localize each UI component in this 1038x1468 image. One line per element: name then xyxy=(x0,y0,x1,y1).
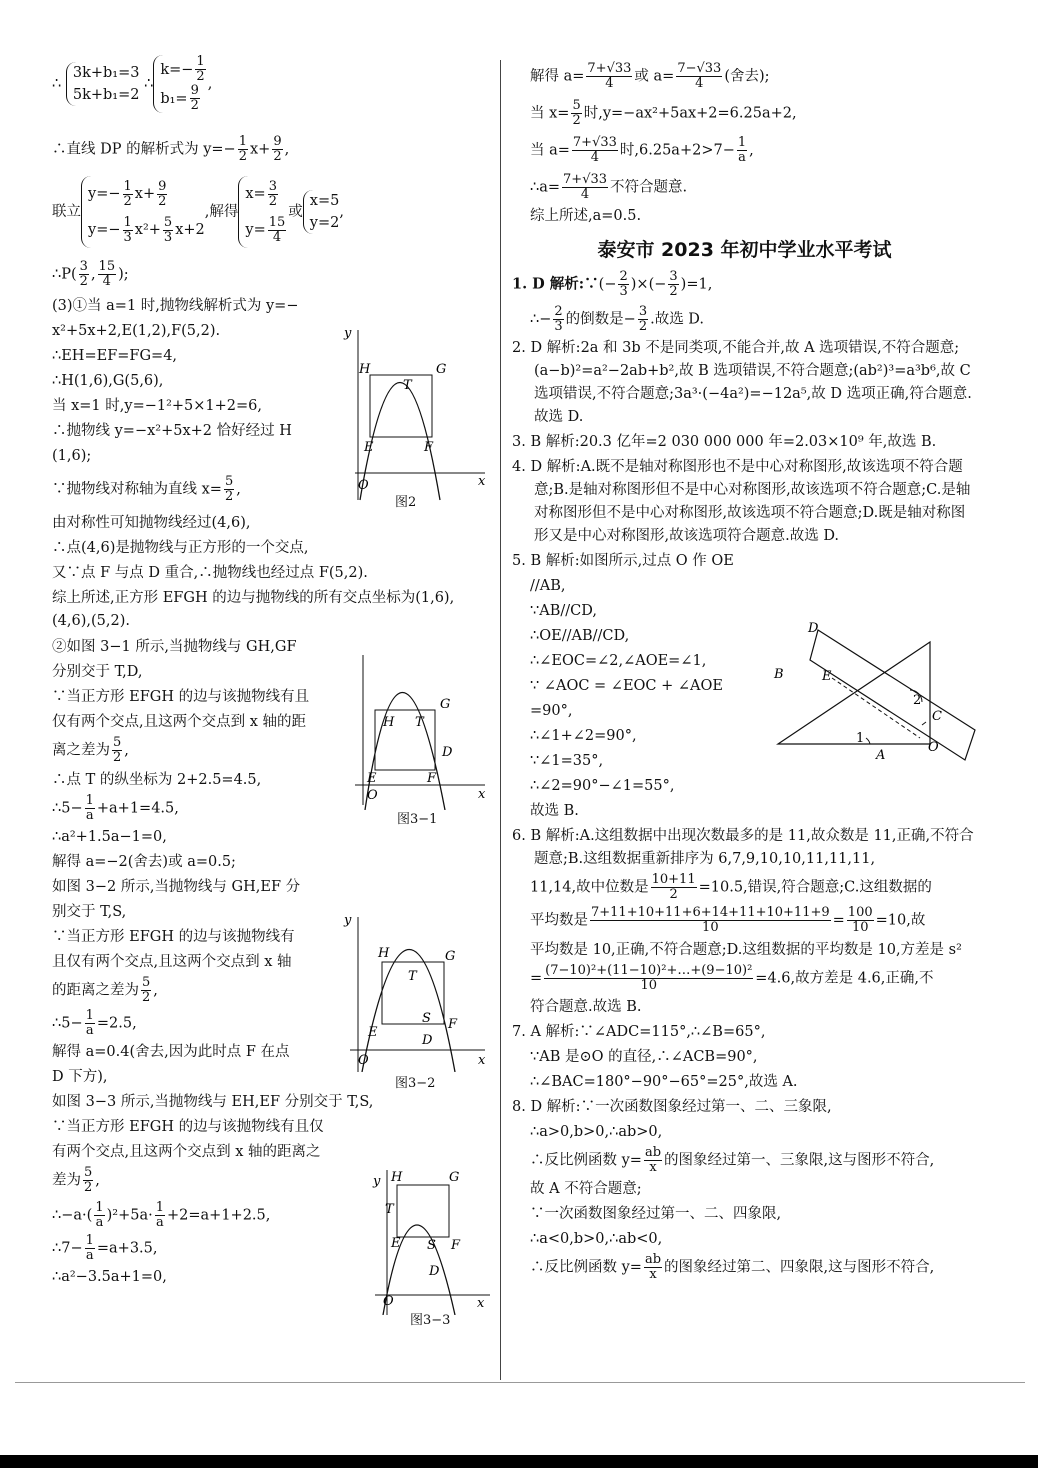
q7-answer: 7. A 解析:∵∠ADC=115°,∴∠B=65°, xyxy=(512,1024,766,1040)
svg-text:C: C xyxy=(932,709,942,724)
text-line: 故 A 不符合题意; xyxy=(530,1181,642,1197)
svg-text:D: D xyxy=(442,745,453,760)
when-a: 当 a= $\frac{7+√33}{4}$ 时,6.25a+2>7− $\frac{1}{a}$ , xyxy=(530,135,754,165)
text-line: 解得 a=−2(舍去)或 a=0.5; xyxy=(52,854,236,870)
text-line: =90°, xyxy=(530,703,573,719)
text-line: ∴∠1+∠2=90°, xyxy=(530,728,637,744)
figure-3-1 xyxy=(345,650,495,827)
figure-caption: 图2 xyxy=(395,495,417,510)
svg-text:E: E xyxy=(364,440,374,455)
case-31-block xyxy=(52,636,352,1088)
text-line: 5. B 解析:如图所示,过点 O 作 OE xyxy=(512,553,734,569)
part3-block xyxy=(52,295,342,504)
svg-text:O: O xyxy=(358,478,369,493)
text-line: 又∵点 F 与点 D 重合,∴抛物线也经过点 F(5,2). xyxy=(52,565,368,581)
text-line: ∴a<0,b>0,∴ab<0, xyxy=(530,1231,663,1247)
q6-median: 11,14,故中位数是 $\frac{10+11}{2}$ =10.5,错误,符合题意;C.这组数据的 xyxy=(530,872,932,902)
when-x: 当 x= $\frac{5}{2}$ 时,y=−ax²+5ax+2=6.25a+2, xyxy=(530,98,797,128)
text-line: ②如图 3−1 所示,当抛物线与 GH,GF xyxy=(52,639,297,655)
figure-2 xyxy=(340,325,490,510)
comma: , xyxy=(207,76,213,92)
text-line: x²+5x+2,E(1,2),F(5,2). xyxy=(52,323,221,339)
text-line: D 下方), xyxy=(52,1069,108,1085)
text-line: ∴a>0,b>0,∴ab>0, xyxy=(530,1124,663,1140)
text-line: 由对称性可知抛物线经过(4,6), xyxy=(52,515,251,531)
text-line: 如图 3−3 所示,当抛物线与 EH,EF 分别交于 T,S, xyxy=(52,1094,374,1110)
svg-text:T: T xyxy=(415,715,424,730)
svg-text:F: F xyxy=(448,1017,458,1032)
q3-answer: 3. B 解析:20.3 亿年=2 030 000 000 年=2.03×10⁹ 年,故选 B. xyxy=(512,434,937,450)
svg-text:S: S xyxy=(427,1238,436,1253)
figure-caption: 图3−1 xyxy=(397,812,438,827)
q6-end: 符合题意.故选 B. xyxy=(530,999,642,1015)
svg-text:y: y xyxy=(344,326,352,341)
text-line: ∴∠2=90°−∠1=55°, xyxy=(530,778,675,794)
k-value: k=− $\frac{1}{2}$ xyxy=(160,54,205,84)
text-line: ∴5− $\frac{1}{a}$ =2.5, xyxy=(52,1008,137,1038)
text-line: ∴7− $\frac{1}{a}$ =a+3.5, xyxy=(52,1233,158,1263)
text-line: ∴点(4,6)是抛物线与正方形的一个交点, xyxy=(52,540,309,556)
svg-text:x: x xyxy=(478,787,486,802)
q6-answer: 6. B 解析:A.这组数据中出现次数最多的是 11,故众数是 11,正确,不符合题意;B.这组数据重新排序为 6,7,9,10,10,11,11,11, xyxy=(512,828,974,867)
text-line: 离之差为 $\frac{5}{2}$ , xyxy=(52,735,129,765)
figure-caption: 图3−3 xyxy=(410,1313,451,1328)
text-line: ∴a²+1.5a−1=0, xyxy=(52,829,167,845)
svg-text:E: E xyxy=(368,1025,378,1040)
text-line: 仅有两个交点,且这两个交点到 x 轴的距 xyxy=(52,714,307,730)
text-line: ∴−a·( $\frac{1}{a}$ )²+5a· $\frac{1}{a}$ +2=a+1+2.5, xyxy=(52,1200,271,1230)
svg-text:F: F xyxy=(451,1238,461,1253)
triangle xyxy=(778,642,930,744)
q1-line2: ∴− $\frac{2}{3}$ 的倒数是− $\frac{3}{2}$ .故选 D. xyxy=(530,304,705,334)
svg-text:O: O xyxy=(928,740,939,755)
svg-text:A: A xyxy=(876,748,886,763)
text-line: ∴H(1,6),G(5,6), xyxy=(52,373,164,389)
svg-text:x: x xyxy=(477,1296,485,1311)
text-line: ∵当正方形 EFGH 的边与该抛物线有且仅 xyxy=(52,1119,324,1135)
strip xyxy=(810,630,975,760)
exam-title: 泰安市 2023 年初中学业水平考试 xyxy=(597,239,892,261)
text-line: ∵ ∠AOC = ∠EOC + ∠AOE xyxy=(530,678,723,694)
q6-variance2: = $\frac{\text{(7−10)²+(11−10)²+…+(9−10)²}}{10}$ =4.6,故方差是 4.6,正确,不 xyxy=(530,963,934,993)
bottom-rule xyxy=(15,1382,1025,1383)
svg-text:y: y xyxy=(373,1174,381,1189)
text-line: ∴5− $\frac{1}{a}$ +a+1=4.5, xyxy=(52,793,179,823)
simultaneous-system: 联立y=− $\frac{1}{2}$ x+ $\frac{9}{2}$ y=− $\frac{1}{3}$ x²+ $\frac{5}{3}$ x+2,解得x= $\frac{3}{2}$ y= $\frac{15}{4}$ 或x=5 y=2, xyxy=(52,176,492,252)
right-angle-mark xyxy=(922,722,926,725)
conclusion: 综上所述,a=0.5. xyxy=(530,208,642,224)
text-line: 如图 3−2 所示,当抛物线与 GH,EF 分 xyxy=(52,879,301,895)
q4-answer: 4. D 解析:A.既不是轴对称图形也不是中心对称图形,故该选项不符合题意;B.是轴对称图形但不是中心对称图形,故该选项不符合题意;C.是轴对称图形但不是中心对称图形,故该选项不符合题意;D.既是轴对称图形又是中心对称图形,故该选项符合题意.故选 D. xyxy=(512,459,971,544)
text-line: ∴∠EOC=∠2,∠AOE=∠1, xyxy=(530,653,707,669)
svg-text:G: G xyxy=(436,362,447,377)
q6-mean: 平均数是 $\frac{7+11+10+11+6+14+11+10+11+9}{10}$ = $\frac{100}{10}$ =10,故 xyxy=(530,905,926,935)
q6-variance: 平均数是 10,正确,不符合题意;D.这组数据的平均数是 10,方差是 s² xyxy=(530,942,962,958)
svg-text:F: F xyxy=(424,440,434,455)
svg-text:O: O xyxy=(383,1294,394,1309)
text-line: ∴EH=EF=FG=4, xyxy=(52,348,178,364)
figure-3-2 xyxy=(340,912,490,1091)
text-line: //AB, xyxy=(530,578,566,594)
svg-text:F: F xyxy=(427,771,437,786)
text-line: ∵AB//CD, xyxy=(530,603,597,619)
svg-text:S: S xyxy=(422,1011,431,1026)
line-dp: ∴直线 DP 的解析式为 y=− $\frac{1}{2}$ x+ $\frac{9}{2}$ , xyxy=(52,134,290,164)
text-line: 且仅有两个交点,且这两个交点到 x 轴 xyxy=(52,954,292,970)
not-valid: ∴a= $\frac{7+√33}{4}$ 不符合题意. xyxy=(530,172,688,202)
therefore: ∴ xyxy=(52,76,62,92)
text-line: ∵当正方形 EFGH 的边与该抛物线有且 xyxy=(52,689,310,705)
svg-text:x: x xyxy=(478,474,486,489)
q1-line: 1. D 解析:∵(− $\frac{2}{3}$ )×(− $\frac{3}{2}$ )=1, xyxy=(512,269,713,299)
text-line: 综上所述,正方形 EFGH 的边与抛物线的所有交点坐标为(1,6),(4,6),(5,2). xyxy=(52,590,455,629)
svg-text:D: D xyxy=(422,1033,433,1048)
b1-value: b₁= $\frac{9}{2}$ xyxy=(160,83,199,113)
text-line: ∴∠BAC=180°−90°−65°=25°,故选 A. xyxy=(530,1074,798,1090)
axis-line: ∵抛物线对称轴为直线 x= $\frac{5}{2}$ , xyxy=(52,474,241,504)
text-line: ∴OE//AB//CD, xyxy=(530,628,630,644)
text-line: (3)①当 a=1 时,抛物线解析式为 y=− xyxy=(52,298,299,314)
text-line: 差为 $\frac{5}{2}$ , xyxy=(52,1165,100,1195)
svg-text:H: H xyxy=(383,715,395,730)
text-line: ∴a²−3.5a+1=0, xyxy=(52,1269,167,1285)
text-line: ∴点 T 的纵坐标为 2+2.5=4.5, xyxy=(52,772,262,788)
text-line: ∴抛物线 y=−x²+5x+2 恰好经过 H xyxy=(52,423,292,439)
svg-text:1: 1 xyxy=(856,731,865,746)
square-efgh xyxy=(397,1185,449,1237)
svg-text:E: E xyxy=(391,1236,401,1251)
text-line: 别交于 T,S, xyxy=(52,904,127,920)
svg-text:2: 2 xyxy=(913,693,922,708)
text-line: 故选 B. xyxy=(530,803,579,819)
svg-text:y: y xyxy=(344,913,352,928)
svg-text:H: H xyxy=(378,946,390,961)
brace-system xyxy=(66,62,140,106)
text-line: ∵一次函数图象经过第一、二、四象限, xyxy=(530,1206,782,1222)
text-line: 当 x=1 时,y=−1²+5×1+2=6, xyxy=(52,398,263,414)
eq1: 3k+b₁=3 xyxy=(72,65,140,81)
angle-1-arc xyxy=(866,738,870,744)
text-line: ∵∠1=35°, xyxy=(530,753,604,769)
svg-text:x: x xyxy=(478,1053,486,1068)
part3-cont xyxy=(52,512,492,633)
svg-text:G: G xyxy=(449,1170,460,1185)
svg-text:E: E xyxy=(822,669,832,684)
brace-solution xyxy=(153,55,207,113)
svg-text:G: G xyxy=(445,949,456,964)
text-line: ∴反比例函数 y= $\frac{ab}{x}$ 的图象经过第一、三象限,这与图形不符合, xyxy=(530,1145,935,1175)
text-line: 分别交于 T,D, xyxy=(52,664,143,680)
point-p: ∴P( $\frac{3}{2}$ , $\frac{15}{4}$ ); xyxy=(52,259,129,289)
text-line: (1,6); xyxy=(52,448,92,464)
scan-edge-bar xyxy=(0,1455,1038,1468)
svg-text:D: D xyxy=(808,621,819,636)
text-line: 解得 a=0.4(舍去,因为此时点 F 在点 xyxy=(52,1044,290,1060)
system-k-b xyxy=(52,55,492,121)
square-efgh xyxy=(370,375,432,437)
therefore: ∴ xyxy=(144,76,154,92)
svg-text:D: D xyxy=(429,1264,440,1279)
solve-a: 解得 a= $\frac{7+√33}{4}$ 或 a= $\frac{7-√33}{4}$ (舍去); xyxy=(530,61,770,91)
svg-text:G: G xyxy=(440,697,451,712)
q5-block xyxy=(512,550,782,822)
text-line: ∴反比例函数 y= $\frac{ab}{x}$ 的图象经过第二、四象限,这与图形不符合, xyxy=(530,1252,935,1282)
text-line: ∵AB 是⊙O 的直径,∴∠ACB=90°, xyxy=(530,1049,758,1065)
svg-text:T: T xyxy=(408,969,417,984)
figure-q5 xyxy=(770,620,980,770)
svg-text:O: O xyxy=(367,788,378,803)
svg-text:H: H xyxy=(359,362,371,377)
text-line: ∵当正方形 EFGH 的边与该抛物线有 xyxy=(52,929,295,945)
q8-answer: 8. D 解析:∵一次函数图象经过第一、二、三象限, xyxy=(512,1099,832,1115)
text-line: 有两个交点,且这两个交点到 x 轴的距离之 xyxy=(52,1144,321,1160)
eq2: 5k+b₁=2 xyxy=(72,87,140,103)
svg-text:E: E xyxy=(367,771,377,786)
case-33-block xyxy=(52,1116,362,1288)
svg-text:T: T xyxy=(403,378,412,393)
column-divider xyxy=(500,60,501,1380)
text-line: 的距离之差为 $\frac{5}{2}$ , xyxy=(52,975,158,1005)
parabola xyxy=(362,950,455,1073)
q2-answer: 2. D 解析:2a 和 3b 不是同类项,不能合并,故 A 选项错误,不符合题意;(a−b)²=a²−2ab+b²,故 B 选项错误,不符合题意;(ab²)³=a³b⁶,故 C 选项错误,不符合题意;3a³·(−4a²)=−12a⁵,故 D 选项正确,符合题意.故选 D. xyxy=(512,340,972,425)
svg-text:B: B xyxy=(774,667,784,682)
figure-caption: 图3−2 xyxy=(395,1076,436,1091)
svg-text:T: T xyxy=(385,1202,394,1217)
svg-text:O: O xyxy=(358,1053,369,1068)
figure-3-3 xyxy=(365,1165,495,1328)
svg-text:H: H xyxy=(391,1170,403,1185)
